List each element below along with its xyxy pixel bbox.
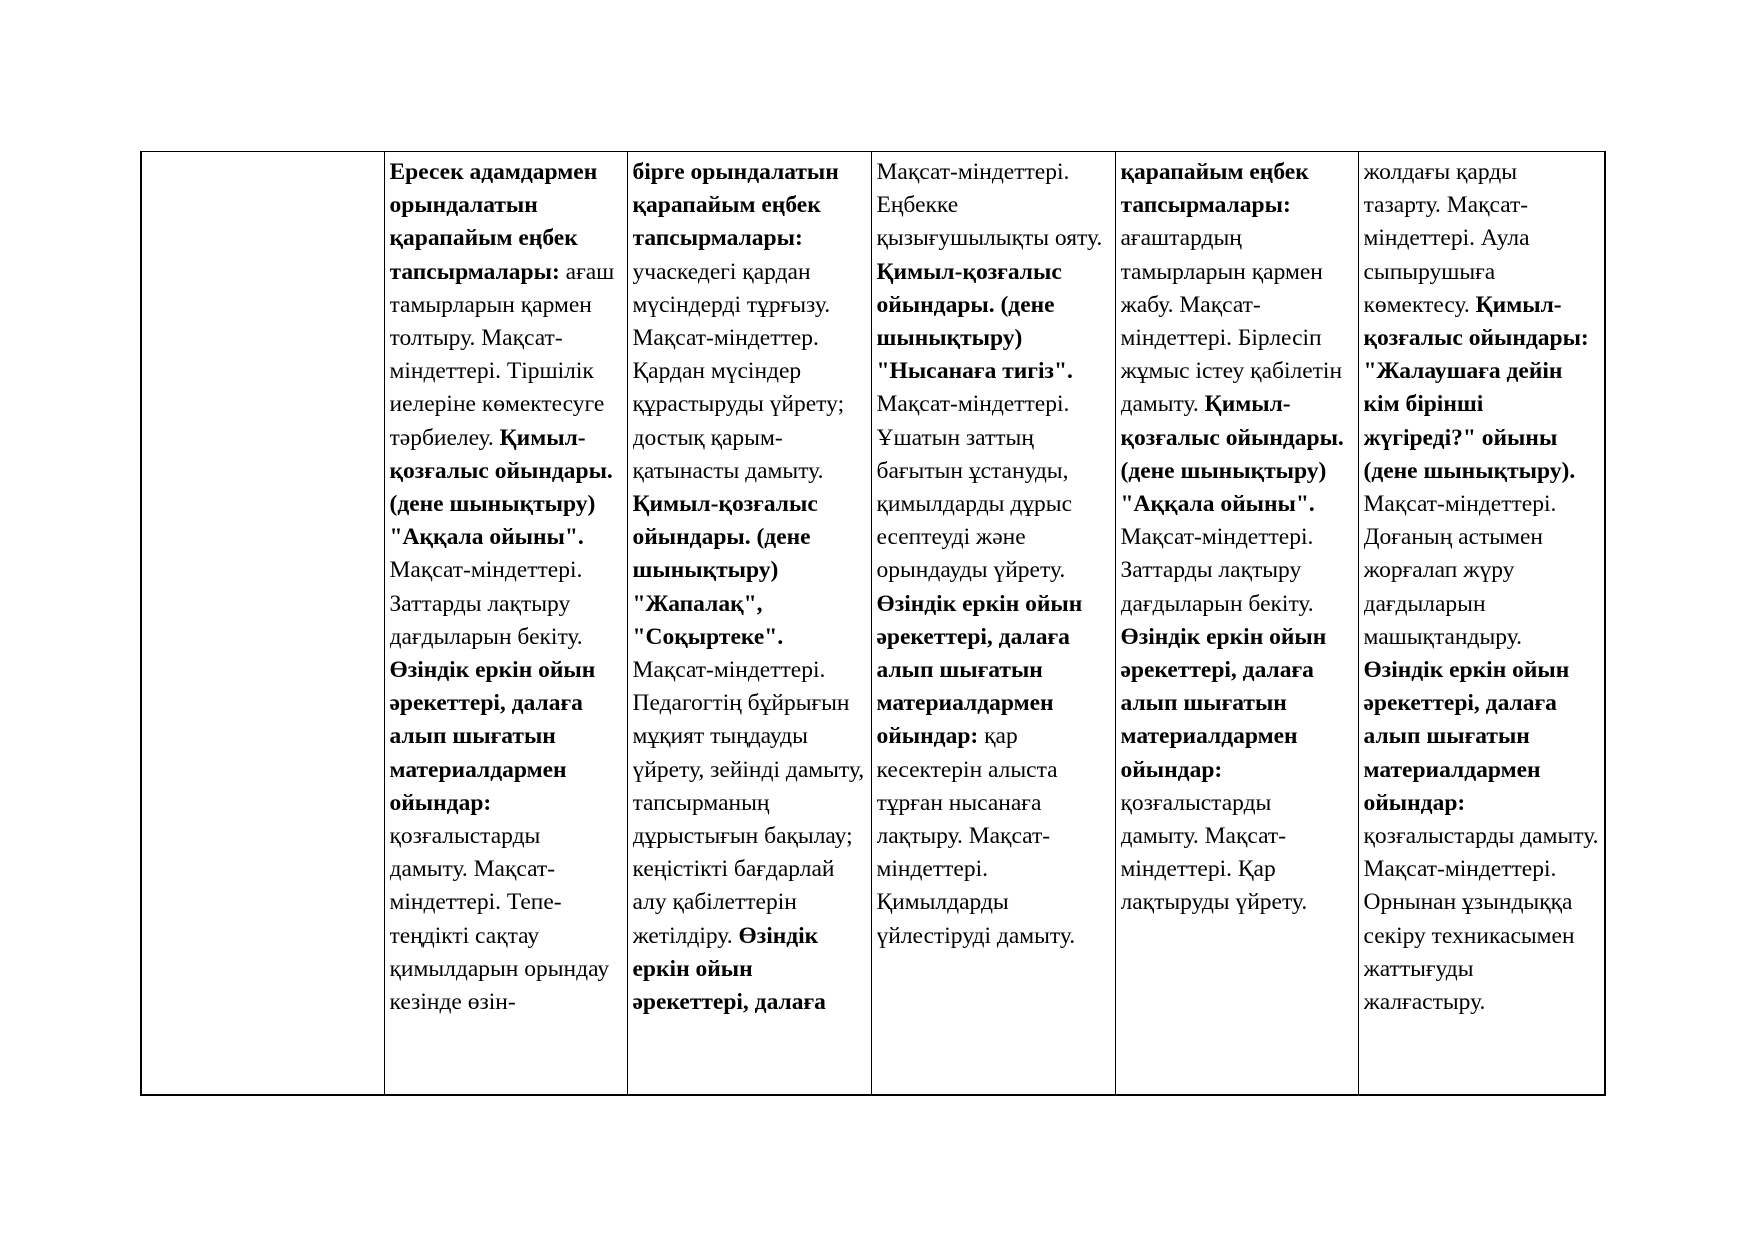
cell-body-text: Мақсат-міндеттері. Ұшатын заттың бағытын ұстануды, қимылдарды дұрыс есептеуді және орындауды үйрету. [876, 391, 1073, 584]
cell-body-text: Мақсат-міндеттері. Педагогтің бұйрығын мұқият тыңдауды үйрету, зейінді дамыту, тапсырманың дұрыстығын бақылау; кеңістікті бағдарлай алу қабілеттерін жетілдіру. [632, 657, 865, 949]
table-cell-col-6 [1358, 152, 1605, 1096]
table-cell-col-4 [871, 152, 1115, 1096]
cell-heading-text: Ересек адамдармен орындалатын қарапайым еңбек тапсырмалары: [389, 159, 598, 285]
cell-body-text: Мақсат-міндеттері. Заттарды лақтыру дағдыларын бекіту. [1120, 524, 1314, 617]
cell-heading-text: Өзіндік еркін ойын әрекеттері, далаға [632, 922, 826, 1016]
cell-body-text: ағаштардың тамырларын қармен жабу. Мақсат-міндеттері. Бірлесіп жұмыс істеу қабілетін дамыту. [1120, 225, 1343, 418]
cell-heading-text: Өзіндік еркін ойын әрекеттері, далаға алып шығатын материалдармен ойындар: [1363, 657, 1570, 816]
table-cell-col-3 [627, 152, 871, 1096]
cell-body-text: жолдағы қарды тазарту. Мақсат-міндеттері. Аула сыпырушыға көмектесу. [1363, 159, 1530, 318]
cell-heading-text: бірге орындалатын қарапайым еңбек тапсырмалары: [632, 159, 839, 252]
cell-body-text: учаскедегі қардан мүсіндерді тұрғызу. Мақсат-міндеттер. Қардан мүсіндер құрастыруды үйрету; достық қарым-қатынасты дамыту. [632, 258, 845, 484]
table-cell-col-2 [384, 152, 627, 1096]
cell-body-text: Мақсат-міндеттері. Доғаның астымен жорғалап жүру дағдыларын машықтандыру. [1363, 491, 1557, 650]
cell-heading-text: Өзіндік еркін ойын әрекеттері, далаға алып шығатын материалдармен ойындар: [876, 590, 1083, 750]
cell-heading-text: Қимыл-қозғалыс ойындары. (дене шынықтыру) "Аққала ойыны". [389, 424, 613, 551]
cell-heading-text: Өзіндік еркін ойын әрекеттері, далаға алып шығатын материалдармен ойындар: [389, 657, 596, 816]
cell-heading-text: қарапайым еңбек тапсырмалары: [1120, 159, 1309, 219]
cell-heading-text: Қимыл-қозғалыс ойындары: "Жалаушаға дейін кім бірінші жүгіреді?" ойыны (дене шынықтыру). [1363, 291, 1589, 484]
table-row [141, 152, 1605, 1096]
cell-body-text: Мақсат-міндеттері. Еңбекке қызығушылықты ояту. [876, 159, 1103, 252]
cell-body-text: қар кесектерін алыста тұрған нысанаға лақтыру. Мақсат-міндеттері. Қимылдарды үйлестіруді дамыту. [876, 723, 1076, 949]
plan-table [140, 151, 1606, 1096]
cell-heading-text: Өзіндік еркін ойын әрекеттері, далаға алып шығатын материалдармен ойындар: [1120, 623, 1327, 783]
cell-body-text: қозғалыстарды дамыту. Мақсат-міндеттері. Орнынан ұзындыққа секіру техникасымен жаттығуды жалғастыру. [1363, 823, 1599, 1016]
table-cell-col-5 [1115, 152, 1358, 1096]
cell-heading-text: Қимыл-қозғалыс ойындары. (дене шынықтыру) "Нысанаға тигіз". [876, 258, 1073, 385]
cell-body-text: қозғалыстарды дамыту. Мақсат-міндеттері. Тепе-теңдікті сақтау қимылдарын орындау кезінде өзін- [389, 823, 610, 1016]
cell-body-text: ағаш тамырларын қармен толтыру. Мақсат-міндеттері. Тіршілік иелеріне көмектесуге тәрбиелеу. [389, 258, 615, 451]
cell-body-text: қозғалыстарды дамыту. Мақсат-міндеттері. Қар лақтыруды үйрету. [1120, 789, 1308, 916]
cell-heading-text: Қимыл-қозғалыс ойындары. (дене шынықтыру) "Жапалақ", "Соқыртеке". [632, 491, 818, 650]
table-cell-col-1 [141, 152, 384, 1096]
cell-body-text: Мақсат-міндеттері. Заттарды лақтыру дағдыларын бекіту. [389, 557, 583, 650]
cell-heading-text: Қимыл-қозғалыс ойындары. (дене шынықтыру) "Аққала ойыны". [1120, 391, 1344, 518]
